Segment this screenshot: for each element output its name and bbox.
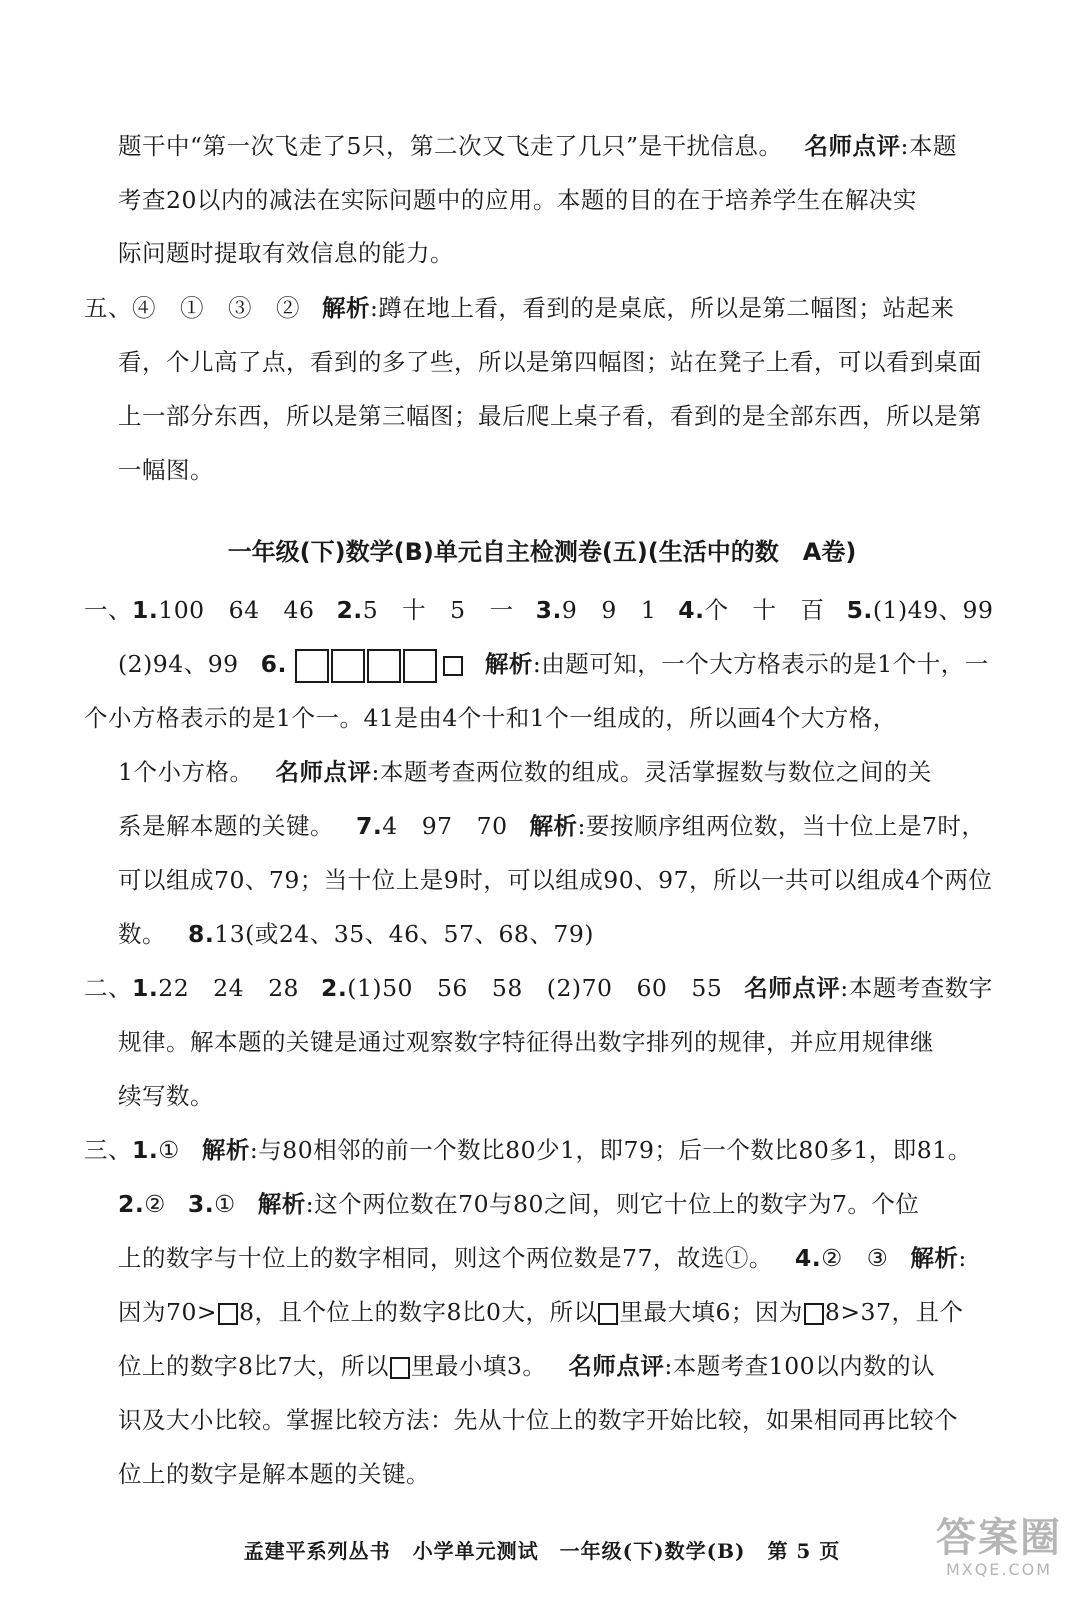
page-number: 第 5 页: [767, 1539, 841, 1563]
big-square: [295, 649, 329, 683]
answer-line: 识及大小比较。掌握比较方法：先从十位上的数字开始比较，如果相同再比较个: [118, 1406, 958, 1434]
text-line: 题干中“第一次飞走了5只，第二次又飞走了几只”是干扰信息。 名师点评:本题: [118, 132, 957, 160]
blank-box: [804, 1303, 824, 1325]
blank-box: [390, 1357, 410, 1379]
page-footer: 孟建平系列丛书 小学单元测试 一年级(下)数学(B) 第 5 页: [243, 1539, 841, 1563]
tens-grid-drawing: [295, 650, 463, 678]
section-title: 一年级(下)数学(B)单元自主检测卷(五)(生活中的数 A卷): [227, 538, 857, 566]
blank-box: [218, 1303, 238, 1325]
big-square: [403, 649, 437, 683]
text-line: 看，个儿高了点，看到的多了些，所以是第四幅图；站在凳子上看，可以看到桌面: [118, 348, 982, 376]
text-line: 上一部分东西，所以是第三幅图；最后爬上桌子看，看到的是全部东西，所以是第: [118, 402, 982, 430]
answer-line: 2.② 3.① 解析:这个两位数在70与80之间，则它十位上的数字为7。个位: [118, 1190, 920, 1218]
answer-line: 位上的数字是解本题的关键。: [118, 1460, 430, 1488]
answer-line: 续写数。: [118, 1082, 214, 1110]
answer-line: 位上的数字8比7大，所以 里最小填3。 名师点评:本题考查100以内数的认: [118, 1352, 936, 1380]
answer-line: 数。 8.13(或24、35、46、57、68、79): [118, 920, 594, 948]
watermark-logo: 答案圈 MXQE.COM: [936, 1515, 1062, 1579]
blank-box: [598, 1303, 618, 1325]
big-square: [331, 649, 365, 683]
answer-line: 1个小方格。 名师点评:本题考查两位数的组成。灵活掌握数与数位之间的关: [118, 758, 932, 786]
answer-line: 规律。解本题的关键是通过观察数字特征得出数字排列的规律，并应用规律继: [118, 1028, 934, 1056]
answer-line: 上的数字与十位上的数字相同，则这个两位数是77，故选①。 4.② ③ 解析:: [118, 1244, 967, 1272]
answer-line: 三、1.① 解析:与80相邻的前一个数比80少1，即79；后一个数比80多1，即81。: [84, 1136, 972, 1164]
answer-line: 个小方格表示的是1个一。41是由4个十和1个一组成的，所以画4个大方格，: [84, 704, 897, 732]
small-square: [443, 656, 463, 676]
answer-line: 可以组成70、79；当十位上是9时，可以组成90、97，所以一共可以组成4个两位: [118, 866, 993, 894]
big-square: [367, 649, 401, 683]
answer-line: 系是解本题的关键。 7.4 97 70 解析:要按顺序组两位数，当十位上是7时，: [118, 812, 986, 840]
text-line: 际问题时提取有效信息的能力。: [118, 239, 454, 267]
answer-line: 一、1.100 64 46 2.5 十 5 一 3.9 9 1 4.个 十 百 5.(1)49、99: [84, 596, 994, 624]
answer-line: (2)94、99 6. 解析:由题可知，一个大方格表示的是1个十，一: [118, 644, 1084, 684]
text-line: 五、④ ① ③ ② 解析:蹲在地上看，看到的是桌底，所以是第二幅图；站起来: [84, 294, 955, 322]
answer-line: 二、1.22 24 28 2.(1)50 56 58 (2)70 60 55 名师点评:本题考查数字: [84, 974, 993, 1002]
text-line: 考查20以内的减法在实际问题中的应用。本题的目的在于培养学生在解决实: [118, 186, 917, 214]
answer-line: 因为70> 8，且个位上的数字8比0大，所以 里最大填6；因为 8>37，且个: [118, 1298, 964, 1326]
text-line: 一幅图。: [118, 456, 214, 484]
